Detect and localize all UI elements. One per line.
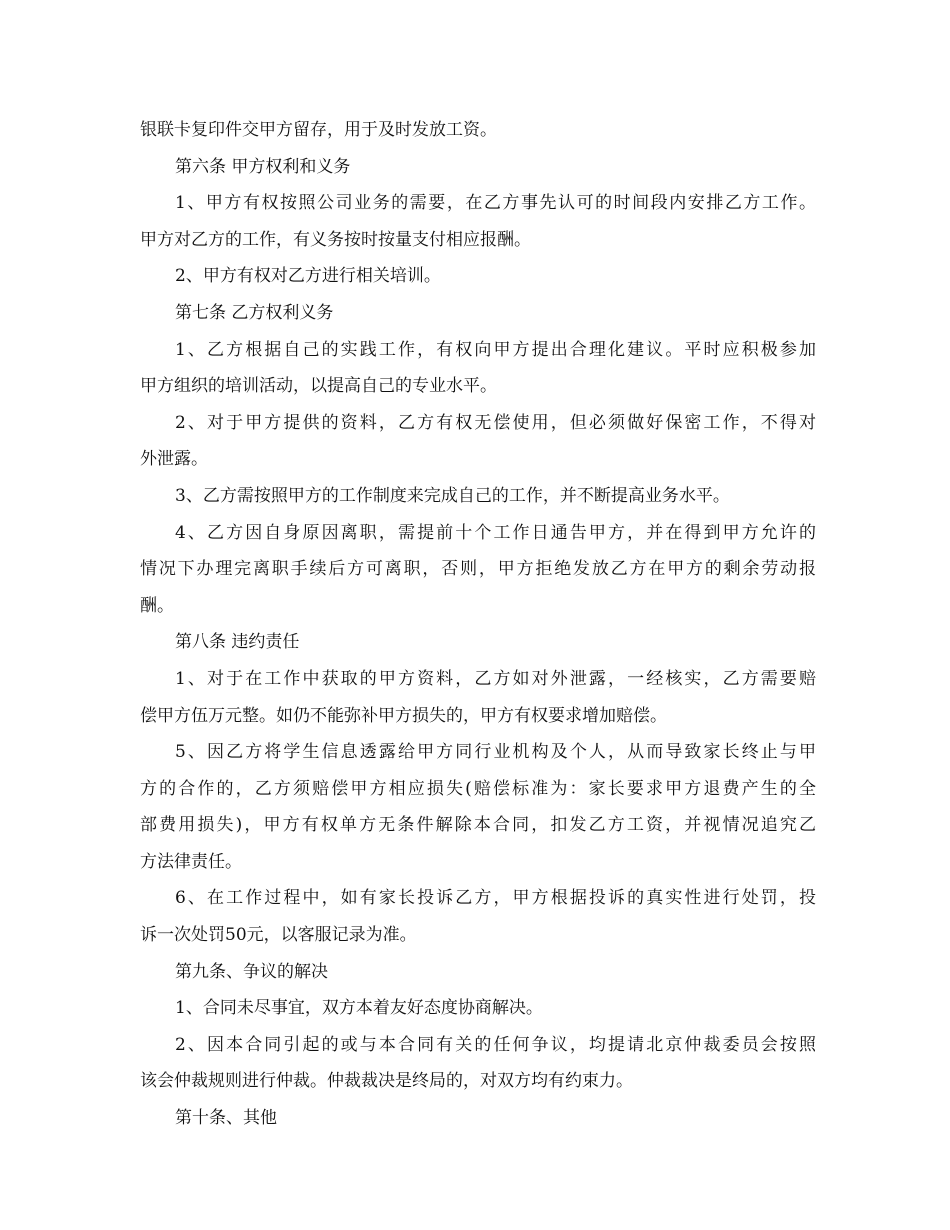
text-line: 2、因本合同引起的或与本合同有关的任何争议，均提请北京仲裁委员会按照 [175, 1034, 816, 1055]
text-line: 外泄露。 [140, 449, 208, 470]
text-line: 部费用损失)，甲方有权单方无条件解除本合同，扣发乙方工资，并视情况追究乙 [140, 815, 816, 836]
article-heading: 第十条、其他 [175, 1108, 277, 1129]
text-line: 诉一次处罚50元，以客服记录为准。 [140, 925, 417, 946]
text-line: 该会仲裁规则进行仲裁。仲裁裁决是终局的，对双方均有约束力。 [140, 1071, 633, 1092]
article-heading: 第九条、争议的解决 [175, 961, 328, 982]
text-line: 1、合同未尽事宜，双方本着友好态度协商解决。 [175, 998, 543, 1019]
article-heading: 第八条 违约责任 [175, 632, 300, 653]
text-line: 2、对于甲方提供的资料，乙方有权无偿使用，但必须做好保密工作，不得对 [175, 412, 816, 433]
text-line: 1、甲方有权按照公司业务的需要，在乙方事先认可的时间段内安排乙方工作。 [175, 193, 816, 214]
text-line: 2、甲方有权对乙方进行相关培训。 [175, 266, 441, 287]
text-line: 甲方组织的培训活动，以提高自己的专业水平。 [140, 376, 497, 397]
text-line: 情况下办理完离职手续后方可离职，否则，甲方拒绝发放乙方在甲方的剩余劳动报 [140, 559, 816, 580]
text-line: 5、因乙方将学生信息透露给甲方同行业机构及个人，从而导致家长终止与甲 [175, 742, 816, 763]
text-line: 方的合作的，乙方须赔偿甲方相应损失(赔偿标准为：家长要求甲方退费产生的全 [140, 778, 816, 799]
text-line: 1、乙方根据自己的实践工作，有权向甲方提出合理化建议。平时应积极参加 [175, 339, 816, 360]
text-line: 甲方对乙方的工作，有义务按时按量支付相应报酬。 [140, 229, 531, 250]
text-line: 酬。 [140, 595, 174, 616]
text-line: 方法律责任。 [140, 851, 242, 872]
text-line: 3、乙方需按照甲方的工作制度来完成自己的工作，并不断提高业务水平。 [175, 485, 730, 506]
text-line: 偿甲方伍万元整。如仍不能弥补甲方损失的，甲方有权要求增加赔偿。 [140, 705, 667, 726]
text-line: 银联卡复印件交甲方留存，用于及时发放工资。 [140, 120, 497, 140]
article-heading: 第六条 甲方权利和义务 [175, 156, 351, 177]
text-line: 1、对于在工作中获取的甲方资料，乙方如对外泄露，一经核实，乙方需要赔 [175, 668, 816, 689]
article-heading: 第七条 乙方权利义务 [175, 302, 334, 323]
document-page [140, 112, 816, 1137]
text-line: 4、乙方因自身原因离职，需提前十个工作日通告甲方，并在得到甲方允许的 [175, 522, 816, 543]
text-line: 6、在工作过程中，如有家长投诉乙方，甲方根据投诉的真实性进行处罚，投 [175, 888, 816, 909]
